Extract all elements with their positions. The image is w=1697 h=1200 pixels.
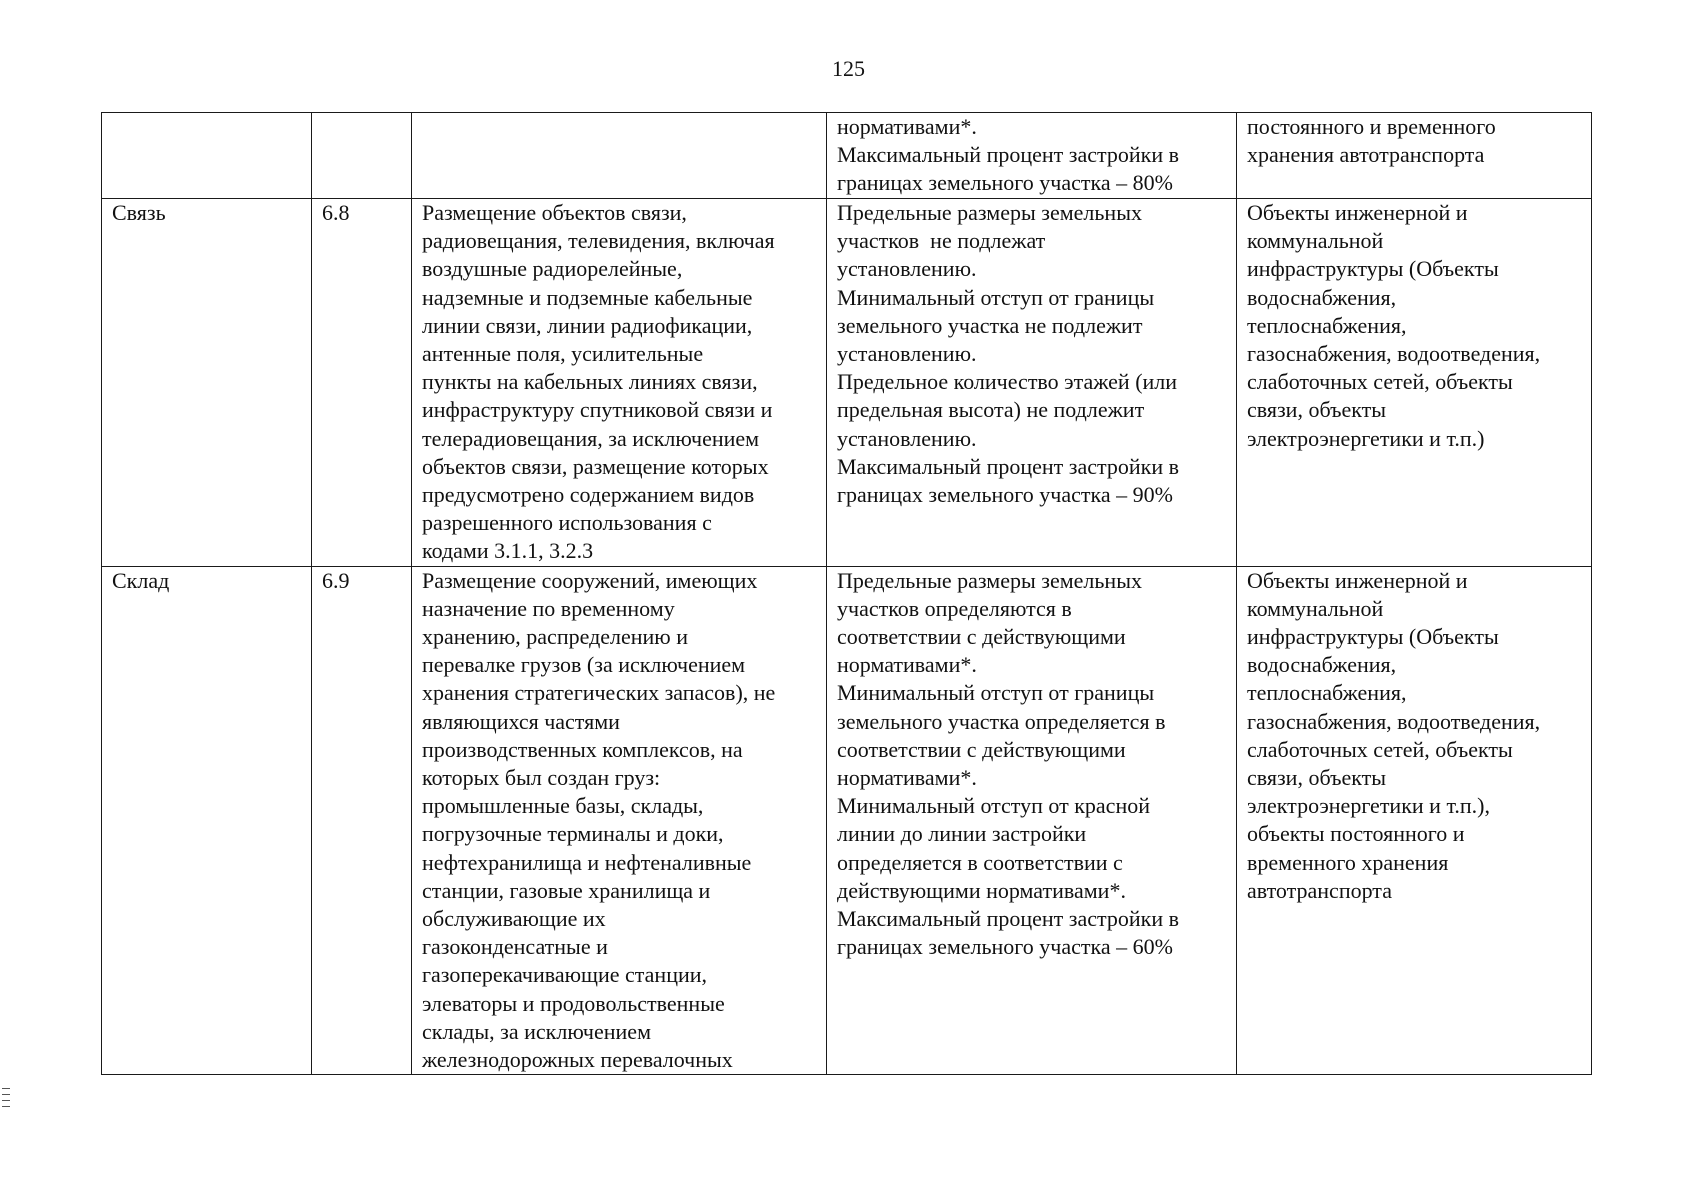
cell-text-line: инфраструктуры (Объекты — [1247, 256, 1499, 282]
scan-margin-mark — [2, 1088, 10, 1089]
cell-text-line: погрузочные терминалы и доки, — [422, 821, 724, 847]
cell-text-line: Объекты инженерной и — [1247, 567, 1468, 593]
cell-text-line: разрешенного использования с — [422, 510, 712, 536]
cell-text-line: хранению, распределению и — [422, 624, 689, 650]
cell-text-line: Предельные размеры земельных — [837, 567, 1142, 593]
cell-text-line: Минимальный отступ от границы — [837, 680, 1155, 706]
cell-text-line: нормативами*. — [837, 765, 977, 791]
cell-text-line: автотранспорта — [1247, 877, 1392, 903]
cell-use-code — [312, 566, 412, 1075]
cell-text-line: производственных комплексов, на — [422, 736, 743, 762]
cell-use-name — [102, 113, 312, 199]
cell-text-line: участков не подлежат — [837, 228, 1046, 254]
cell-text-line: радиовещания, телевидения, включая — [422, 228, 775, 254]
cell-text-line: газоснабжения, водоотведения, — [1247, 341, 1541, 367]
cell-text-line: железнодорожных перевалочных — [422, 1047, 733, 1073]
table-row — [102, 199, 1592, 567]
cell-text-line: нормативами*. — [837, 652, 977, 678]
cell-text-line: участков определяются в — [837, 595, 1072, 621]
cell-text-line: склады, за исключением — [422, 1018, 651, 1044]
cell-text-line: границах земельного участка – 80% — [837, 170, 1173, 196]
table-row — [102, 566, 1592, 1075]
cell-text-line: газоконденсатные и — [422, 934, 608, 960]
cell-text-line: теплоснабжения, — [1247, 312, 1407, 338]
cell-text-line: предельная высота) не подлежит — [837, 397, 1145, 423]
cell-text-line: являющихся частями — [422, 708, 620, 734]
cell-text-line: Максимальный процент застройки в — [837, 142, 1179, 168]
cell-text-line: элеваторы и продовольственные — [422, 990, 725, 1016]
cell-text-line: установлению. — [837, 341, 977, 367]
cell-text-line: определяется в соответствии с — [837, 849, 1123, 875]
cell-text-line: связи, объекты — [1247, 765, 1387, 791]
cell-text-line: связи, объекты — [1247, 397, 1387, 423]
cell-text-line: водоснабжения, — [1247, 652, 1397, 678]
cell-auxiliary-uses — [1237, 199, 1592, 567]
cell-text-line: линии связи, линии радиофикации, — [422, 312, 753, 338]
cell-text-line: инфраструктуры (Объекты — [1247, 624, 1499, 650]
land-use-table — [101, 112, 1592, 1075]
table-body — [102, 113, 1592, 1075]
cell-text-line: электроэнергетики и т.п.) — [1247, 425, 1485, 451]
cell-text-line: установлению. — [837, 256, 977, 282]
scan-margin-mark — [2, 1094, 10, 1095]
cell-text-line: линии до линии застройки — [837, 821, 1087, 847]
cell-text-line: телерадиовещания, за исключением — [422, 425, 760, 451]
cell-text-line: слаботочных сетей, объекты — [1247, 369, 1513, 395]
cell-text-line: соответствии с действующими — [837, 624, 1126, 650]
cell-text-line: слаботочных сетей, объекты — [1247, 736, 1513, 762]
cell-text-line: объекты постоянного и — [1247, 821, 1465, 847]
cell-text-line: кодами 3.1.1, 3.2.3 — [422, 538, 594, 564]
cell-text-line: хранения стратегических запасов), не — [422, 680, 776, 706]
cell-text-line: действующими нормативами*. — [837, 877, 1126, 903]
cell-text-line: нормативами*. — [837, 114, 977, 139]
cell-use-name — [102, 199, 312, 567]
cell-text-line: Объекты инженерной и — [1247, 200, 1468, 225]
cell-text-line: пункты на кабельных линиях связи, — [422, 369, 758, 395]
cell-text-line: земельного участка не подлежит — [837, 312, 1143, 338]
cell-text-line: электроэнергетики и т.п.), — [1247, 793, 1490, 819]
cell-text-line: газоперекачивающие станции, — [422, 962, 708, 988]
cell-text-line: Минимальный отступ от границы — [837, 284, 1155, 310]
cell-text-line: Предельные размеры земельных — [837, 200, 1142, 225]
cell-use-code — [312, 113, 412, 199]
cell-text-line: Максимальный процент застройки в — [837, 906, 1179, 932]
cell-text-line: теплоснабжения, — [1247, 680, 1407, 706]
cell-text-line: водоснабжения, — [1247, 284, 1397, 310]
cell-use-description — [412, 199, 827, 567]
cell-text-line: установлению. — [837, 425, 977, 451]
cell-use-name — [102, 566, 312, 1075]
cell-text-line: Предельное количество этажей (или — [837, 369, 1178, 395]
cell-text-line: земельного участка определяется в — [837, 708, 1166, 734]
cell-use-code — [312, 199, 412, 567]
cell-text-line: нефтехранилища и нефтеналивные — [422, 849, 752, 875]
cell-build-parameters — [827, 566, 1237, 1075]
cell-text-line: коммунальной — [1247, 595, 1384, 621]
cell-text-line: Минимальный отступ от красной — [837, 793, 1150, 819]
cell-text-line: назначение по временному — [422, 595, 675, 621]
cell-text-line: 6.9 — [322, 567, 350, 593]
page-number: 125 — [832, 56, 865, 81]
cell-text-line: станции, газовые хранилища и — [422, 877, 711, 903]
cell-auxiliary-uses — [1237, 113, 1592, 199]
table-row — [102, 113, 1592, 199]
cell-text-line: надземные и подземные кабельные — [422, 284, 753, 310]
cell-text-line: газоснабжения, водоотведения, — [1247, 708, 1541, 734]
cell-text-line: которых был создан груз: — [422, 765, 661, 791]
cell-text-line: соответствии с действующими — [837, 736, 1126, 762]
scan-margin-mark — [2, 1106, 10, 1107]
cell-text-line: Связь — [112, 200, 166, 225]
cell-text-line: перевалке грузов (за исключением — [422, 652, 746, 678]
cell-text-line: Размещение сооружений, имеющих — [422, 567, 758, 593]
cell-text-line: инфраструктуру спутниковой связи и — [422, 397, 773, 423]
cell-text-line: коммунальной — [1247, 228, 1384, 254]
cell-text-line: промышленные базы, склады, — [422, 793, 704, 819]
cell-text-line: временного хранения — [1247, 849, 1449, 875]
cell-text-line: предусмотрено содержанием видов — [422, 482, 755, 508]
cell-text-line: постоянного и временного — [1247, 114, 1496, 139]
cell-text-line: границах земельного участка – 90% — [837, 482, 1173, 508]
scan-margin-mark — [2, 1100, 10, 1101]
cell-text-line: воздушные радиорелейные, — [422, 256, 683, 282]
cell-text-line: обслуживающие их — [422, 906, 606, 932]
cell-build-parameters — [827, 113, 1237, 199]
cell-text-line: 6.8 — [322, 200, 350, 225]
cell-text-line: Максимальный процент застройки в — [837, 453, 1179, 479]
cell-use-description — [412, 566, 827, 1075]
cell-text-line: Размещение объектов связи, — [422, 200, 687, 225]
cell-text-line: Склад — [112, 567, 170, 593]
cell-text-line: антенные поля, усилительные — [422, 341, 704, 367]
cell-text-line: хранения автотранспорта — [1247, 142, 1485, 168]
cell-text-line: объектов связи, размещение которых — [422, 453, 769, 479]
cell-auxiliary-uses — [1237, 566, 1592, 1075]
cell-text-line: границах земельного участка – 60% — [837, 934, 1173, 960]
cell-build-parameters — [827, 199, 1237, 567]
cell-use-description — [412, 113, 827, 199]
